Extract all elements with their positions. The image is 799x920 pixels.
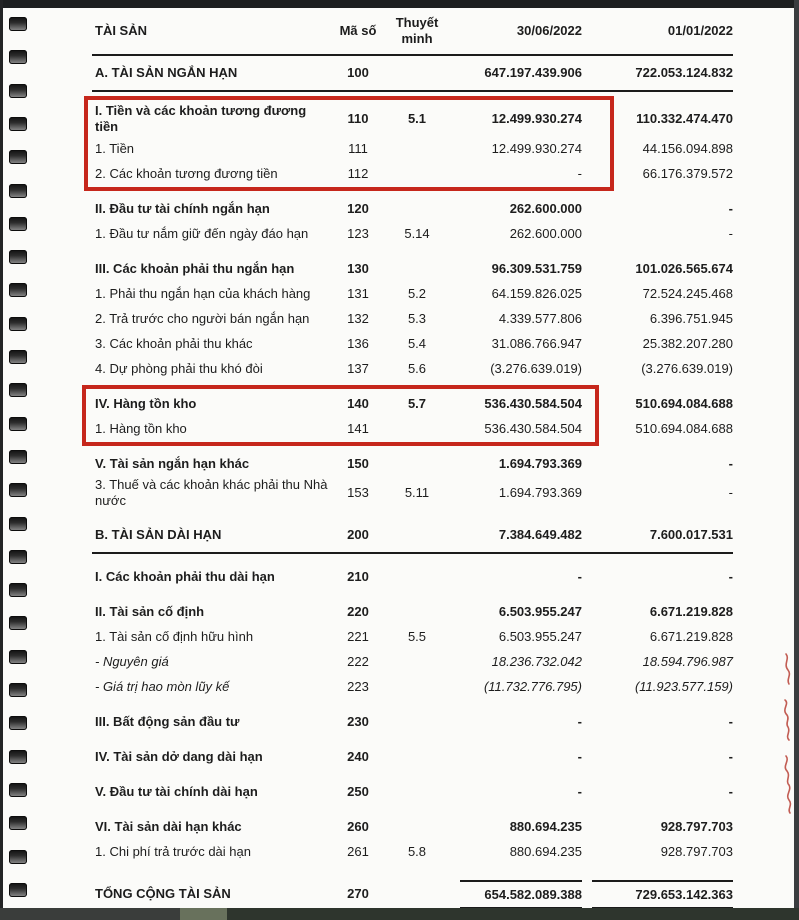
table-header-row — [92, 0, 733, 56]
table-row — [92, 102, 733, 136]
table-row — [92, 779, 733, 804]
row-label: 3. Các khoản phải thu khác — [95, 335, 253, 351]
table-row — [92, 876, 733, 912]
row-current-value: 6.503.955.247 — [498, 603, 582, 619]
row-prior-value: (3.276.639.019) — [641, 360, 733, 376]
header-note: Thuyết minh — [395, 15, 439, 46]
row-code: 132 — [347, 310, 369, 326]
binding-hole — [9, 117, 27, 131]
row-prior-value: (11.923.577.159) — [634, 678, 733, 694]
row-label: - Giá trị hao mòn lũy kế — [95, 678, 230, 694]
row-current-value: 18.236.732.042 — [491, 653, 582, 669]
row-prior-value: 6.671.219.828 — [649, 628, 733, 644]
row-code: 240 — [347, 748, 369, 764]
row-code: 136 — [347, 335, 369, 351]
row-label: I. Các khoản phải thu dài hạn — [95, 568, 275, 584]
row-label: III. Các khoản phải thu ngắn hạn — [95, 260, 295, 276]
binding-hole — [9, 217, 27, 231]
table-row — [92, 564, 733, 589]
binding-hole — [9, 883, 27, 897]
table-row — [92, 814, 733, 839]
row-prior-value: 510.694.084.688 — [635, 395, 733, 411]
row-prior-value: - — [728, 748, 733, 764]
row-note: 5.2 — [407, 285, 427, 301]
row-prior-value: - — [728, 568, 733, 584]
row-label: I. Tiền và các khoản tương đương tiền — [95, 103, 307, 134]
binding-hole — [9, 317, 27, 331]
row-code: 153 — [347, 485, 369, 500]
row-note: 5.7 — [407, 395, 427, 411]
row-code: 137 — [347, 360, 369, 376]
row-code: 111 — [348, 140, 368, 156]
row-prior-value: 18.594.796.987 — [642, 653, 733, 669]
row-prior-value: 44.156.094.898 — [642, 140, 733, 156]
binding-hole — [9, 750, 27, 764]
row-code: 140 — [347, 395, 369, 411]
table-row — [92, 624, 733, 649]
row-code: 110 — [347, 111, 369, 126]
row-label: 2. Các khoản tương đương tiền — [95, 165, 278, 181]
binding-hole — [9, 50, 27, 64]
row-current-value: 12.499.930.274 — [491, 140, 582, 156]
table-row — [92, 599, 733, 624]
row-prior-value: - — [728, 455, 733, 471]
row-prior-value: 66.176.379.572 — [642, 165, 733, 181]
row-current-value: 262.600.000 — [509, 225, 582, 241]
row-current-value: 31.086.766.947 — [491, 335, 582, 351]
row-code: 260 — [347, 818, 369, 834]
binding-hole — [9, 150, 27, 164]
row-current-value: (11.732.776.795) — [483, 678, 582, 694]
row-note: 5.3 — [407, 310, 427, 326]
row-note: 5.6 — [407, 360, 427, 376]
binding-hole — [9, 816, 27, 830]
row-code: 100 — [347, 64, 369, 80]
row-label: V. Tài sản ngắn hạn khác — [95, 455, 250, 471]
row-prior-value: 110.332.474.470 — [636, 111, 733, 126]
row-code: 270 — [347, 886, 369, 901]
row-prior-value: - — [728, 783, 733, 799]
row-label: 1. Tiền — [95, 140, 135, 156]
row-label: II. Đầu tư tài chính ngắn hạn — [95, 200, 270, 216]
table-row — [92, 306, 733, 331]
binding-hole — [9, 184, 27, 198]
row-note: 5.4 — [407, 335, 427, 351]
table-row — [92, 256, 733, 281]
row-prior-value: 6.396.751.945 — [649, 310, 733, 326]
row-prior-value: 928.797.703 — [660, 818, 733, 834]
table-row — [92, 221, 733, 246]
row-code: 123 — [347, 225, 369, 241]
row-label: 1. Chi phí trả trước dài hạn — [95, 843, 251, 859]
row-label: II. Tài sản cố định — [95, 603, 205, 619]
scan-footer-bar-left-segment — [0, 908, 180, 920]
row-current-value: 6.503.955.247 — [498, 628, 582, 644]
row-prior-value: 722.053.124.832 — [635, 64, 733, 80]
table-row — [92, 331, 733, 356]
table-row — [92, 58, 733, 92]
row-current-value: 880.694.235 — [509, 818, 582, 834]
row-current-value: 12.499.930.274 — [491, 111, 582, 126]
row-code: 210 — [347, 568, 369, 584]
binding-hole — [9, 583, 27, 597]
row-current-value: - — [577, 748, 582, 764]
binding-hole — [9, 517, 27, 531]
binding-hole — [9, 383, 27, 397]
row-code: 250 — [347, 783, 369, 799]
row-code: 141 — [347, 420, 369, 436]
binding-hole — [9, 483, 27, 497]
table-row — [92, 281, 733, 306]
binding-hole — [9, 850, 27, 864]
row-current-value: 647.197.439.906 — [484, 64, 582, 80]
row-current-value: (3.276.639.019) — [490, 360, 582, 376]
header-current-date: 30/06/2022 — [516, 23, 582, 38]
row-current-value: 880.694.235 — [509, 843, 582, 859]
row-code: 221 — [347, 628, 369, 644]
binding-hole — [9, 450, 27, 464]
row-current-value: 4.339.577.806 — [498, 310, 582, 326]
row-prior-value: 25.382.207.280 — [642, 335, 733, 351]
row-code: 200 — [347, 526, 369, 542]
row-label: 1. Đầu tư nắm giữ đến ngày đáo hạn — [95, 225, 309, 241]
table-row — [92, 520, 733, 554]
handwritten-red-note — [776, 652, 796, 822]
row-label: 4. Dự phòng phải thu khó đòi — [95, 360, 263, 376]
header-prior-date: 01/01/2022 — [667, 23, 733, 38]
balance-sheet-table — [92, 0, 733, 912]
row-prior-value: - — [728, 200, 733, 216]
table-row — [92, 744, 733, 769]
row-code: 222 — [347, 653, 369, 669]
binding-hole — [9, 783, 27, 797]
row-prior-value: - — [728, 485, 733, 500]
table-row — [92, 391, 733, 416]
scan-footer-bar-light-segment — [180, 908, 227, 920]
row-prior-value: 7.600.017.531 — [649, 526, 733, 542]
row-prior-value: 101.026.565.674 — [635, 260, 733, 276]
row-code: 120 — [347, 200, 369, 216]
binding-hole — [9, 550, 27, 564]
row-prior-value: - — [728, 713, 733, 729]
row-label: VI. Tài sản dài hạn khác — [95, 818, 242, 834]
row-current-value: 1.694.793.369 — [498, 455, 582, 471]
binding-hole — [9, 250, 27, 264]
row-label: 3. Thuế và các khoản khác phải thu Nhà nước — [95, 477, 328, 508]
row-current-value: 96.309.531.759 — [491, 260, 582, 276]
row-current-value: - — [577, 165, 582, 181]
row-code: 131 — [347, 285, 369, 301]
table-row — [92, 136, 733, 161]
header-code: Mã số — [339, 23, 377, 38]
binding-hole — [9, 616, 27, 630]
table-row — [92, 476, 733, 510]
binding-hole — [9, 650, 27, 664]
table-row — [92, 416, 733, 441]
row-label: III. Bất động sản đầu tư — [95, 713, 240, 729]
row-code: 230 — [347, 713, 369, 729]
table-row — [92, 451, 733, 476]
row-prior-value: 6.671.219.828 — [649, 603, 733, 619]
row-label: 2. Trả trước cho người bán ngắn hạn — [95, 310, 310, 326]
row-prior-value: 72.524.245.468 — [642, 285, 733, 301]
row-current-value: 536.430.584.504 — [484, 395, 582, 411]
row-code: 220 — [347, 603, 369, 619]
row-note: 5.5 — [407, 628, 427, 644]
row-code: 112 — [347, 165, 369, 181]
table-body — [92, 58, 733, 912]
binding-hole — [9, 84, 27, 98]
row-prior-value: 729.653.142.363 — [592, 880, 733, 911]
table-row — [92, 649, 733, 674]
row-current-value: - — [577, 713, 582, 729]
row-label: TỔNG CỘNG TÀI SẢN — [95, 886, 231, 901]
table-row — [92, 709, 733, 734]
row-label: 1. Tài sản cố định hữu hình — [95, 628, 254, 644]
row-current-value: 654.582.089.388 — [460, 880, 582, 911]
row-note: 5.1 — [407, 111, 427, 126]
table-row — [92, 161, 733, 186]
row-prior-value: - — [728, 225, 733, 241]
row-label: 1. Hàng tồn kho — [95, 420, 187, 436]
table-row — [92, 356, 733, 381]
row-code: 130 — [347, 260, 369, 276]
row-note: 5.14 — [404, 225, 430, 241]
row-code: 150 — [347, 455, 369, 471]
binding-hole — [9, 683, 27, 697]
row-label: IV. Tài sản dở dang dài hạn — [95, 748, 263, 764]
row-prior-value: 928.797.703 — [660, 843, 733, 859]
binding-hole — [9, 417, 27, 431]
binding-hole — [9, 283, 27, 297]
row-code: 223 — [347, 678, 369, 694]
row-current-value: 262.600.000 — [509, 200, 582, 216]
row-label: - Nguyên giá — [95, 653, 169, 669]
row-label: V. Đầu tư tài chính dài hạn — [95, 783, 258, 799]
binding-hole — [9, 17, 27, 31]
row-current-value: 1.694.793.369 — [498, 485, 582, 500]
row-current-value: 7.384.649.482 — [498, 526, 582, 542]
row-note: 5.8 — [407, 843, 427, 859]
row-label: IV. Hàng tồn kho — [95, 395, 197, 411]
binding-hole — [9, 350, 27, 364]
spiral-binding-holes — [0, 0, 40, 920]
row-current-value: 536.430.584.504 — [484, 420, 582, 436]
row-prior-value: 510.694.084.688 — [635, 420, 733, 436]
row-current-value: - — [577, 568, 582, 584]
table-row — [92, 674, 733, 699]
header-assets: TÀI SẢN — [95, 23, 147, 38]
row-note: 5.11 — [404, 485, 430, 500]
row-current-value: - — [577, 783, 582, 799]
row-label: 1. Phải thu ngắn hạn của khách hàng — [95, 285, 311, 301]
table-row — [92, 196, 733, 221]
row-label: B. TÀI SẢN DÀI HẠN — [95, 526, 222, 542]
table-row — [92, 839, 733, 864]
row-code: 261 — [347, 843, 369, 859]
row-current-value: 64.159.826.025 — [491, 285, 582, 301]
row-label: A. TÀI SẢN NGẮN HẠN — [95, 64, 238, 80]
binding-hole — [9, 716, 27, 730]
